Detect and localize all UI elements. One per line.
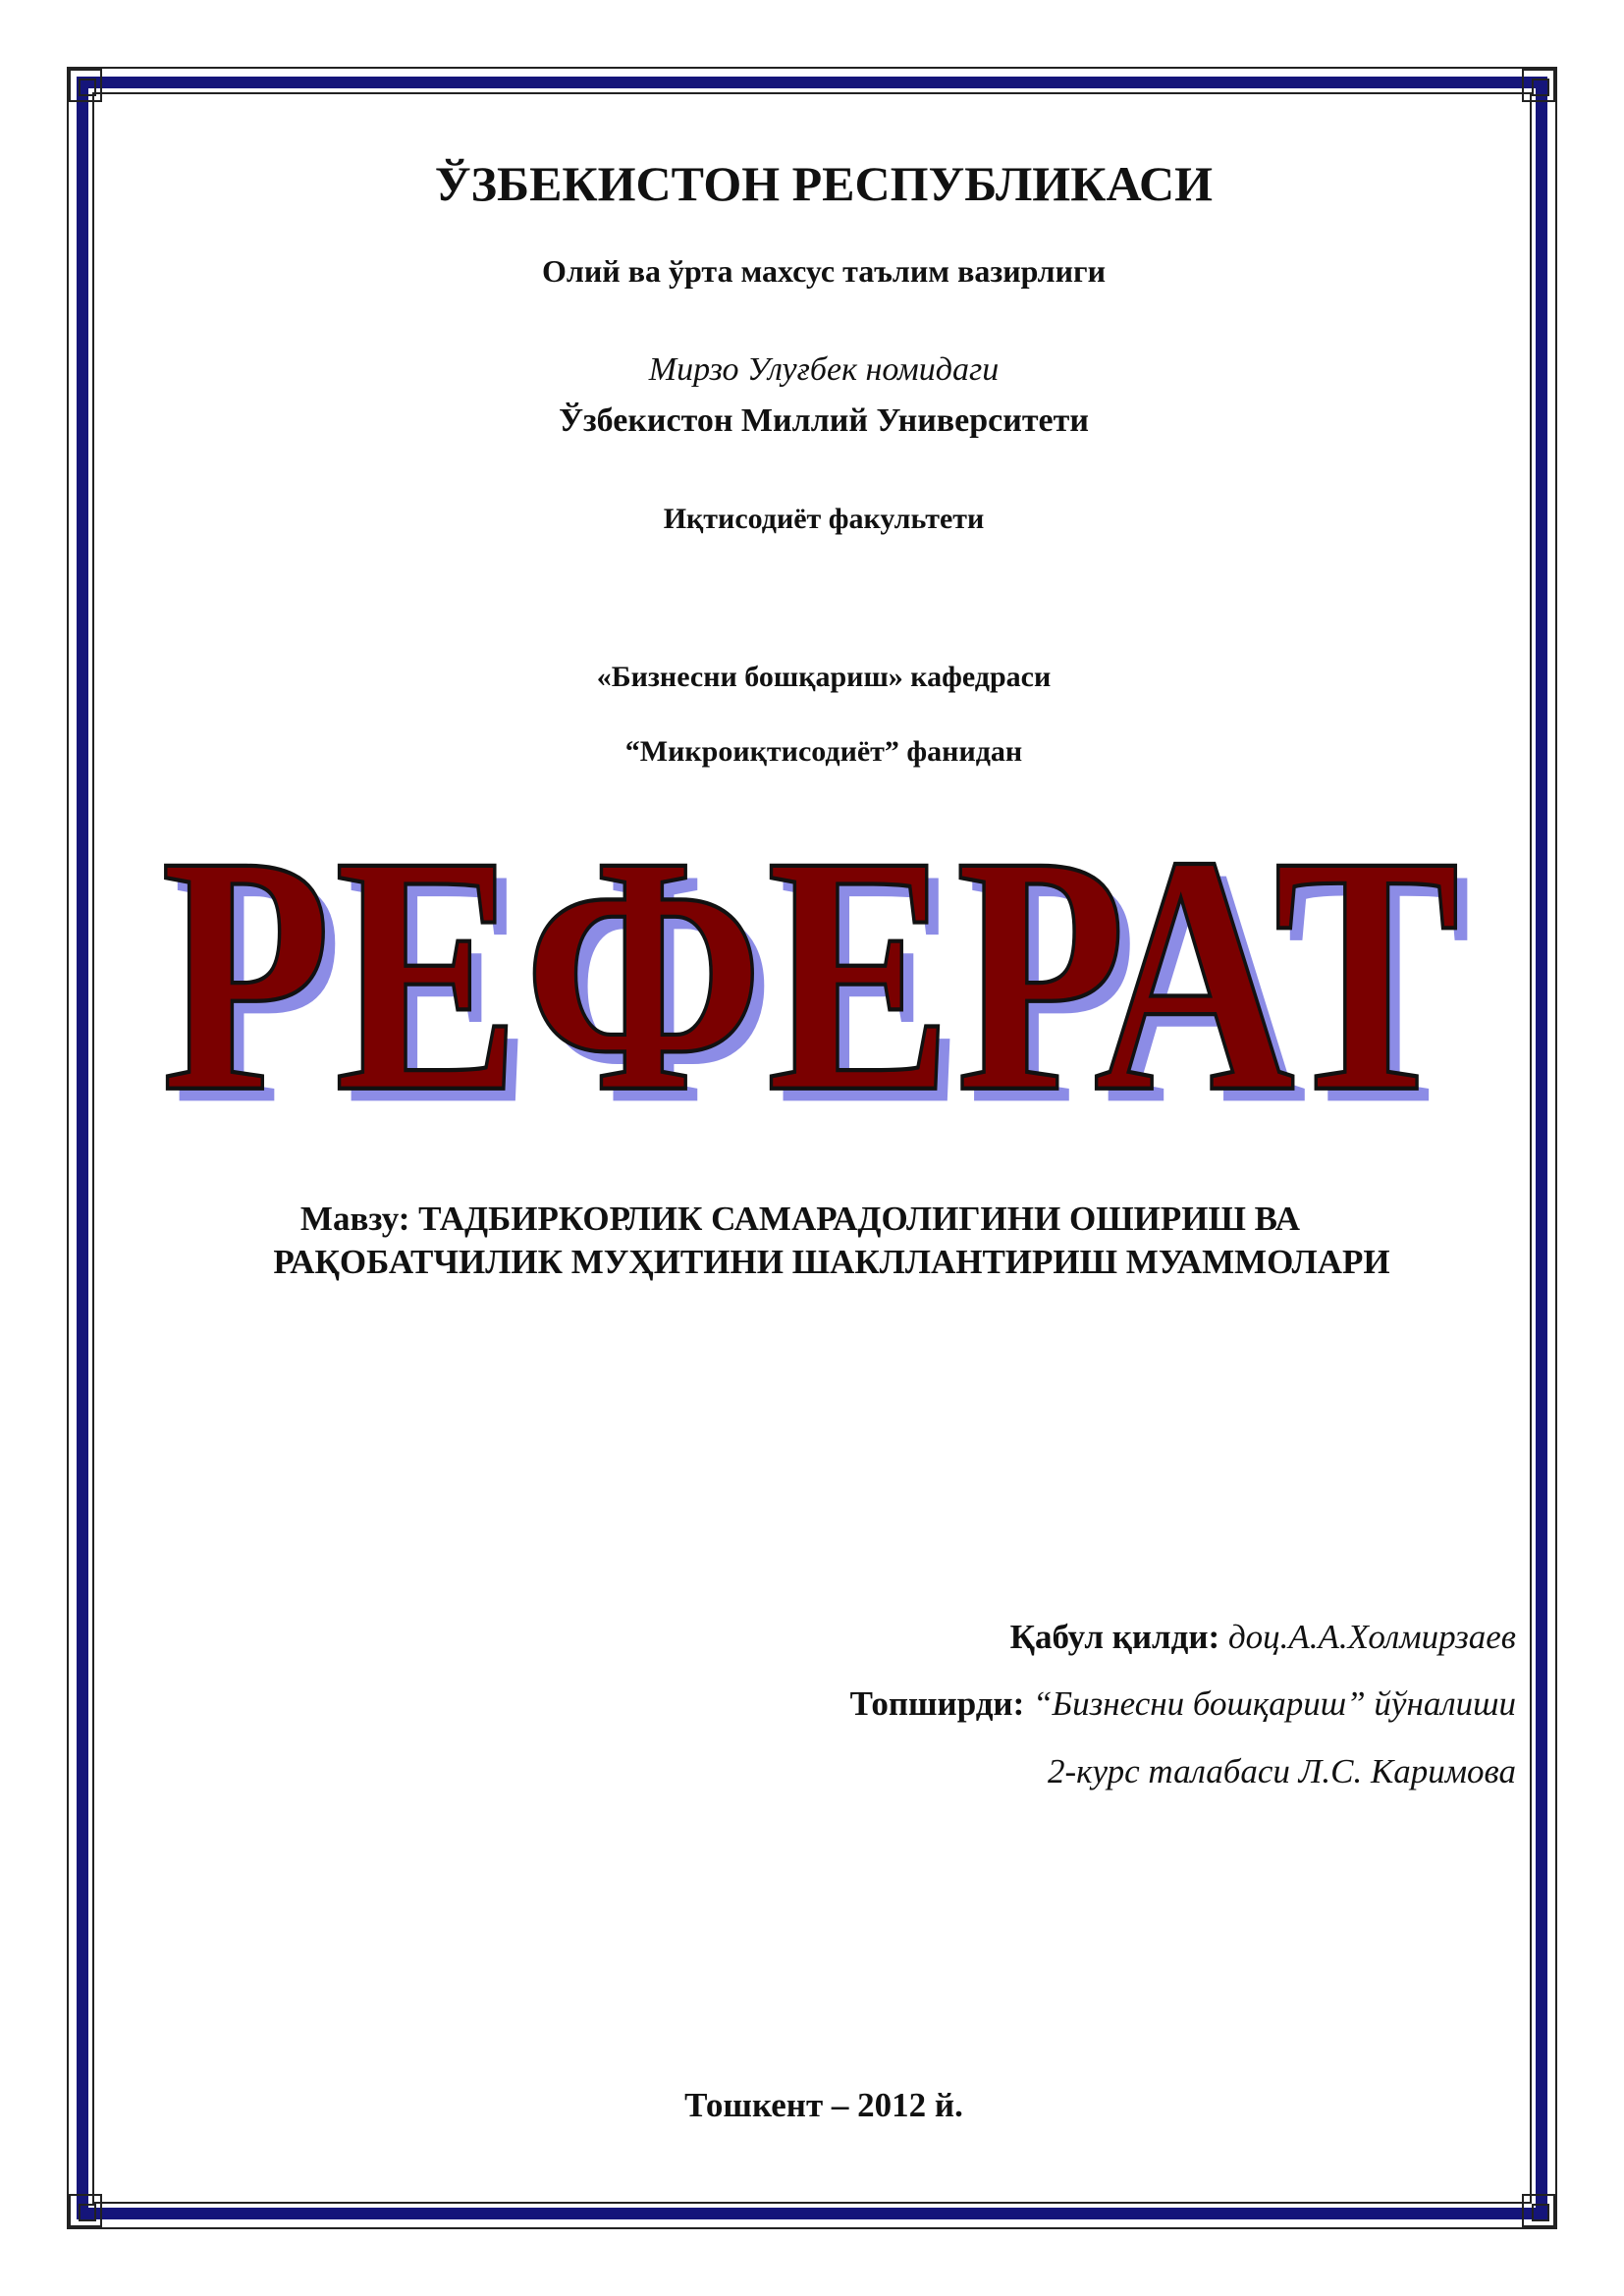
submitted-by-value: “Бизнесни бошқариш” йўналиши [1033,1684,1516,1723]
faculty-name: Иқтисодиёт факультети [663,503,985,535]
corner-ornament-top-right [1522,69,1555,102]
ministry-name: Олий ва ўрта махсус таълим вазирлиги [541,253,1107,289]
department-name: «Бизнесни бошқариш» кафедраси [596,661,1052,693]
accepted-by-value: доц.А.А.Холмирзаев [1227,1618,1516,1656]
accepted-by [1010,1618,1516,1657]
corner-ornament-bottom-right [1522,2194,1555,2227]
country-heading: ЎЗБЕКИСТОН РЕСПУБЛИКАСИ [434,156,1214,211]
document-type-title: РЕФЕРАТ [160,786,1464,1163]
submitted-by-label: Топширди: [849,1684,1025,1723]
city-year: Тошкент – 2012 й. [684,2086,963,2124]
university-named-after: Мирзо Улуғбек номидаги [648,351,1000,388]
subject-name: “Микроиқтисодиёт” фанидан [624,735,1023,768]
topic-line-1: Мавзу: ТАДБИРКОРЛИК САМАРАДОЛИГИНИ ОШИРИШ ВА [299,1200,1301,1238]
corner-ornament-top-left [69,69,102,102]
corner-ornament-bottom-left [69,2194,102,2227]
topic-line-2: РАҚОБАТЧИЛИК МУҲИТИНИ ШАКЛЛАНТИРИШ МУАММОЛАРИ [273,1243,1390,1281]
student-line: 2-курс талабаси Л.С. Каримова [1048,1752,1516,1790]
submitted-by [850,1684,1516,1724]
university-name: Ўзбекистон Миллий Университети [559,402,1089,439]
accepted-by-label: Қабул қилди: [1009,1618,1220,1656]
